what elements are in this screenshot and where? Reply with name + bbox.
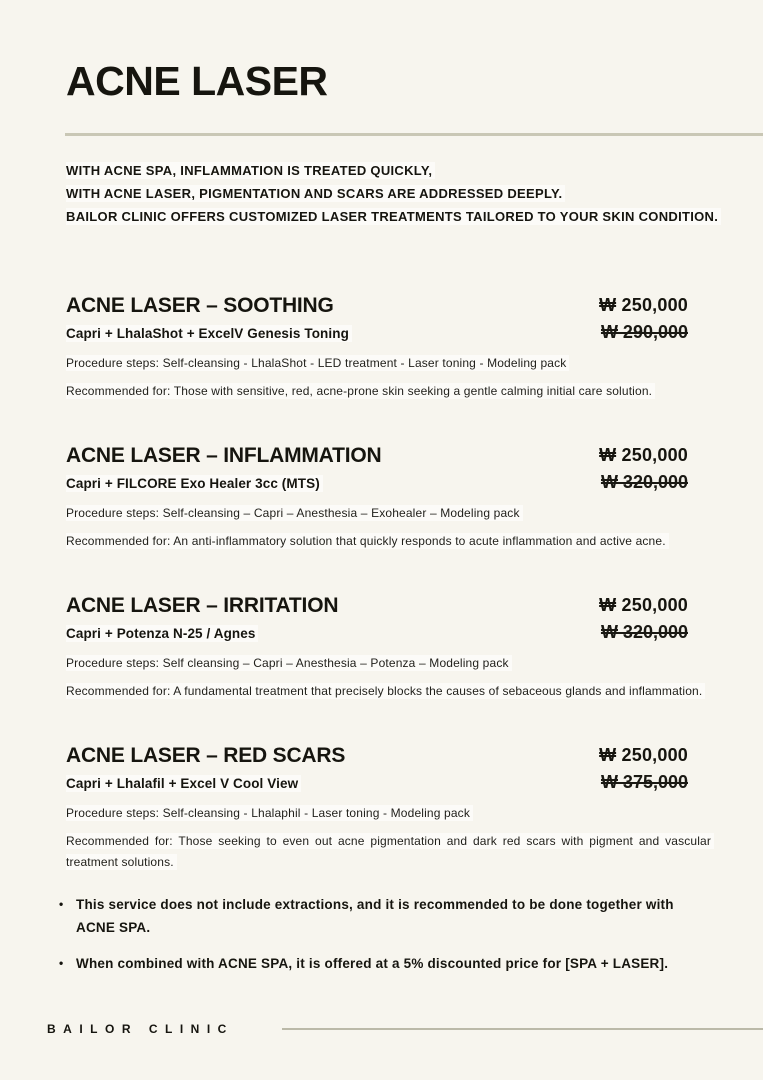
treatment-name: ACNE LASER – RED SCARS bbox=[66, 744, 346, 767]
title-divider bbox=[65, 133, 763, 136]
intro-line-3: BAILOR CLINIC OFFERS CUSTOMIZED LASER TREATMENTS TAILORED TO YOUR SKIN CONDITION. bbox=[66, 205, 726, 228]
price-original: ₩ 320,000 bbox=[600, 472, 688, 492]
treatment-name: ACNE LASER – INFLAMMATION bbox=[66, 444, 382, 467]
price-block bbox=[466, 295, 688, 343]
price-current: ₩ 250,000 bbox=[599, 745, 688, 765]
treatment-name: ACNE LASER – IRRITATION bbox=[66, 594, 339, 617]
price-block bbox=[466, 595, 688, 643]
treatment-combo: Capri + FILCORE Exo Healer 3cc (MTS) bbox=[66, 476, 721, 491]
footer-divider bbox=[282, 1028, 763, 1030]
intro-text bbox=[66, 159, 726, 228]
page-title: ACNE LASER bbox=[66, 58, 328, 104]
notes-list bbox=[57, 893, 702, 988]
intro-line-1: WITH ACNE SPA, INFLAMMATION IS TREATED QUICKLY, bbox=[66, 159, 726, 182]
note-item-discount: • When combined with ACNE SPA, it is offered at a 5% discounted price for [SPA + LASER]. bbox=[57, 952, 702, 975]
price-original: ₩ 320,000 bbox=[600, 622, 688, 642]
treatment-procedure: Procedure steps: Self-cleansing – Capri – Anesthesia – Exohealer – Modeling pack bbox=[66, 503, 714, 524]
intro-line-2: WITH ACNE LASER, PIGMENTATION AND SCARS ARE ADDRESSED DEEPLY. bbox=[66, 182, 726, 205]
price-block bbox=[466, 445, 688, 493]
price-current: ₩ 250,000 bbox=[599, 295, 688, 315]
treatment-recommended: Recommended for: A fundamental treatment that precisely blocks the causes of sebaceous glands and inflammation. bbox=[66, 681, 714, 702]
note-item-extractions: • This service does not include extractions, and it is recommended to be done together with ACNE SPA. bbox=[57, 893, 702, 939]
treatment-combo: Capri + Potenza N-25 / Agnes bbox=[66, 626, 721, 641]
treatment-recommended: Recommended for: Those with sensitive, red, acne-prone skin seeking a gentle calming initial care solution. bbox=[66, 381, 714, 402]
treatment-combo: Capri + LhalaShot + ExcelV Genesis Toning bbox=[66, 326, 721, 341]
brand-name: BAILOR CLINIC bbox=[47, 1022, 234, 1036]
price-block bbox=[466, 745, 688, 793]
treatment-section-irritation bbox=[66, 594, 721, 702]
price-original: ₩ 375,000 bbox=[600, 772, 688, 792]
price-current: ₩ 250,000 bbox=[599, 595, 688, 615]
price-original: ₩ 290,000 bbox=[600, 322, 688, 342]
treatment-recommended: Recommended for: An anti-inflammatory solution that quickly responds to acute inflammation and active acne. bbox=[66, 531, 714, 552]
treatment-section-soothing bbox=[66, 294, 721, 402]
treatment-combo: Capri + Lhalafil + Excel V Cool View bbox=[66, 776, 721, 791]
treatment-procedure: Procedure steps: Self-cleansing - LhalaShot - LED treatment - Laser toning - Modeling pack bbox=[66, 353, 714, 374]
price-current: ₩ 250,000 bbox=[599, 445, 688, 465]
page-footer bbox=[47, 1022, 763, 1036]
treatment-procedure: Procedure steps: Self cleansing – Capri – Anesthesia – Potenza – Modeling pack bbox=[66, 653, 714, 674]
treatment-procedure: Procedure steps: Self-cleansing - Lhalaphil - Laser toning - Modeling pack bbox=[66, 803, 714, 824]
treatment-recommended: Recommended for: Those seeking to even out acne pigmentation and dark red scars with pigment and vascular treatment solutions. bbox=[66, 831, 714, 873]
treatment-name: ACNE LASER – SOOTHING bbox=[66, 294, 334, 317]
treatment-section-inflammation bbox=[66, 444, 721, 552]
treatment-section-red-scars bbox=[66, 744, 721, 873]
